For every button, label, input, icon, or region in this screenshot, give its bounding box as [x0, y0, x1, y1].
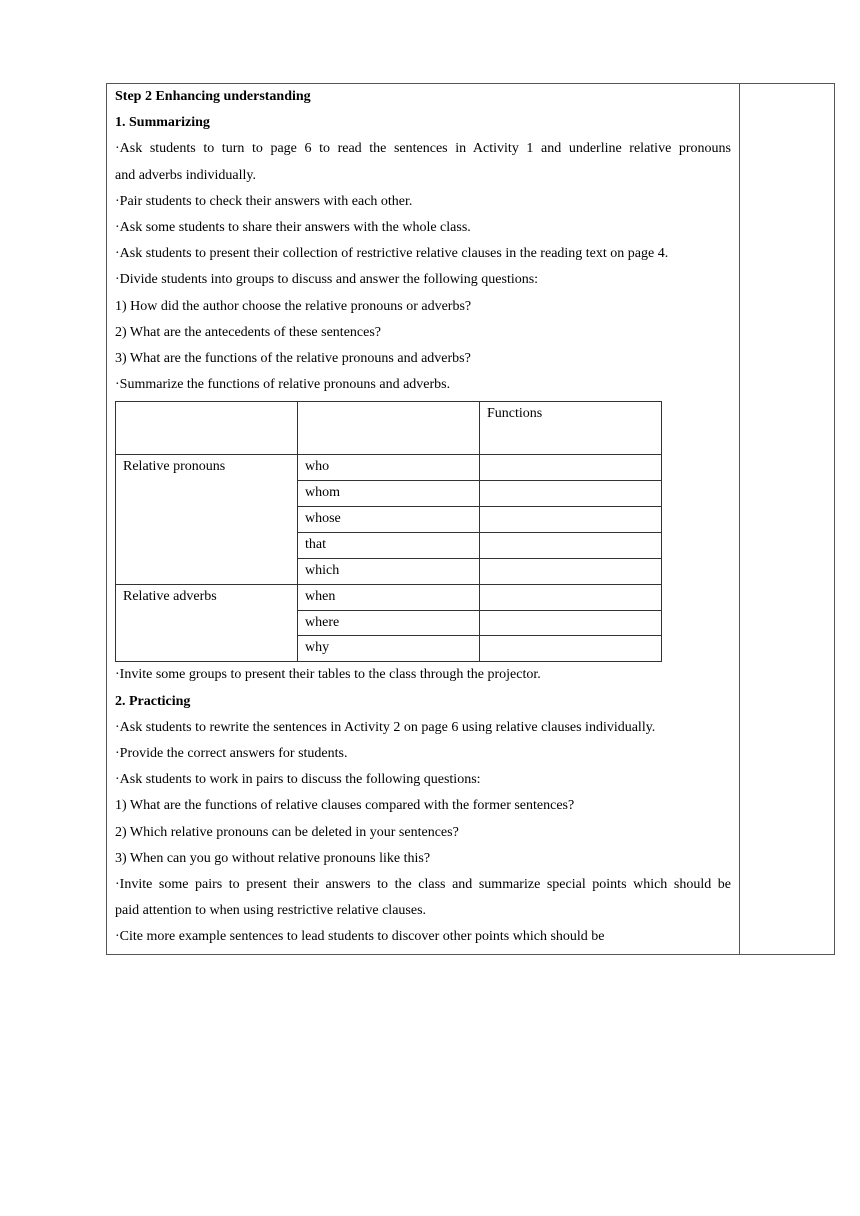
instruction-line: ·Divide students into groups to discuss and answer the following questions:	[115, 272, 539, 288]
column-divider	[739, 84, 740, 954]
function-cell	[480, 455, 662, 481]
functions-header: Functions	[480, 402, 662, 455]
question-line: 3) When can you go without relative pronouns like this?	[115, 850, 431, 866]
functions-table	[115, 401, 662, 662]
instruction-line: ·Ask students to present their collection of restrictive relative clauses in the reading text on page 4.	[115, 246, 669, 262]
instruction-line: ·Ask some students to share their answers with the whole class.	[115, 219, 471, 235]
table-cell	[298, 402, 480, 455]
lesson-plan-table	[106, 83, 835, 955]
instruction-line: ·Summarize the functions of relative pronouns and adverbs.	[115, 377, 451, 393]
function-cell	[480, 584, 662, 610]
pronoun-cell: whom	[298, 481, 480, 507]
question-line: 3) What are the functions of the relative pronouns and adverbs?	[115, 350, 471, 366]
pronoun-cell: which	[298, 558, 480, 584]
function-cell	[480, 481, 662, 507]
table-header-row	[116, 402, 662, 455]
pronoun-cell: whose	[298, 507, 480, 533]
relative-adverbs-label: Relative adverbs	[116, 584, 298, 662]
table-row	[116, 584, 662, 610]
table-cell	[116, 402, 298, 455]
question-line: 1) How did the author choose the relative pronouns or adverbs?	[115, 298, 472, 314]
instruction-line: ·Ask students to work in pairs to discuss the following questions:	[115, 772, 481, 788]
instruction-line: and adverbs individually.	[115, 167, 257, 183]
function-cell	[480, 507, 662, 533]
instruction-line: ·Invite some groups to present their tables to the class through the projector.	[115, 667, 541, 683]
section-heading-summarizing: 1. Summarizing	[115, 115, 210, 131]
lesson-content	[115, 84, 731, 950]
function-cell	[480, 636, 662, 662]
question-line: 1) What are the functions of relative clauses compared with the former sentences?	[115, 798, 575, 814]
instruction-line: ·Ask students to rewrite the sentences in Activity 2 on page 6 using relative clauses individually.	[115, 719, 656, 735]
function-cell	[480, 532, 662, 558]
pronoun-cell: who	[298, 455, 480, 481]
adverb-cell: when	[298, 584, 480, 610]
pronoun-cell: that	[298, 532, 480, 558]
relative-pronouns-label: Relative pronouns	[116, 455, 298, 584]
adverb-cell: where	[298, 610, 480, 636]
adverb-cell: why	[298, 636, 480, 662]
question-line: 2) Which relative pronouns can be deleted in your sentences?	[115, 824, 459, 840]
instruction-line: ·Invite some pairs to present their answers to the class and summarize special points which should be	[115, 876, 731, 892]
instruction-line: ·Provide the correct answers for students.	[115, 745, 348, 761]
instruction-line: ·Cite more example sentences to lead students to discover other points which should be	[115, 929, 605, 945]
section-heading-practicing: 2. Practicing	[115, 693, 191, 709]
table-row	[116, 455, 662, 481]
instruction-line: paid attention to when using restrictive relative clauses.	[115, 903, 427, 919]
instruction-line: ·Pair students to check their answers with each other.	[115, 193, 413, 209]
instruction-line: ·Ask students to turn to page 6 to read the sentences in Activity 1 and underline relative pronouns	[115, 141, 731, 157]
step-heading: Step 2 Enhancing understanding	[115, 89, 311, 104]
function-cell	[480, 558, 662, 584]
question-line: 2) What are the antecedents of these sentences?	[115, 324, 381, 340]
function-cell	[480, 610, 662, 636]
